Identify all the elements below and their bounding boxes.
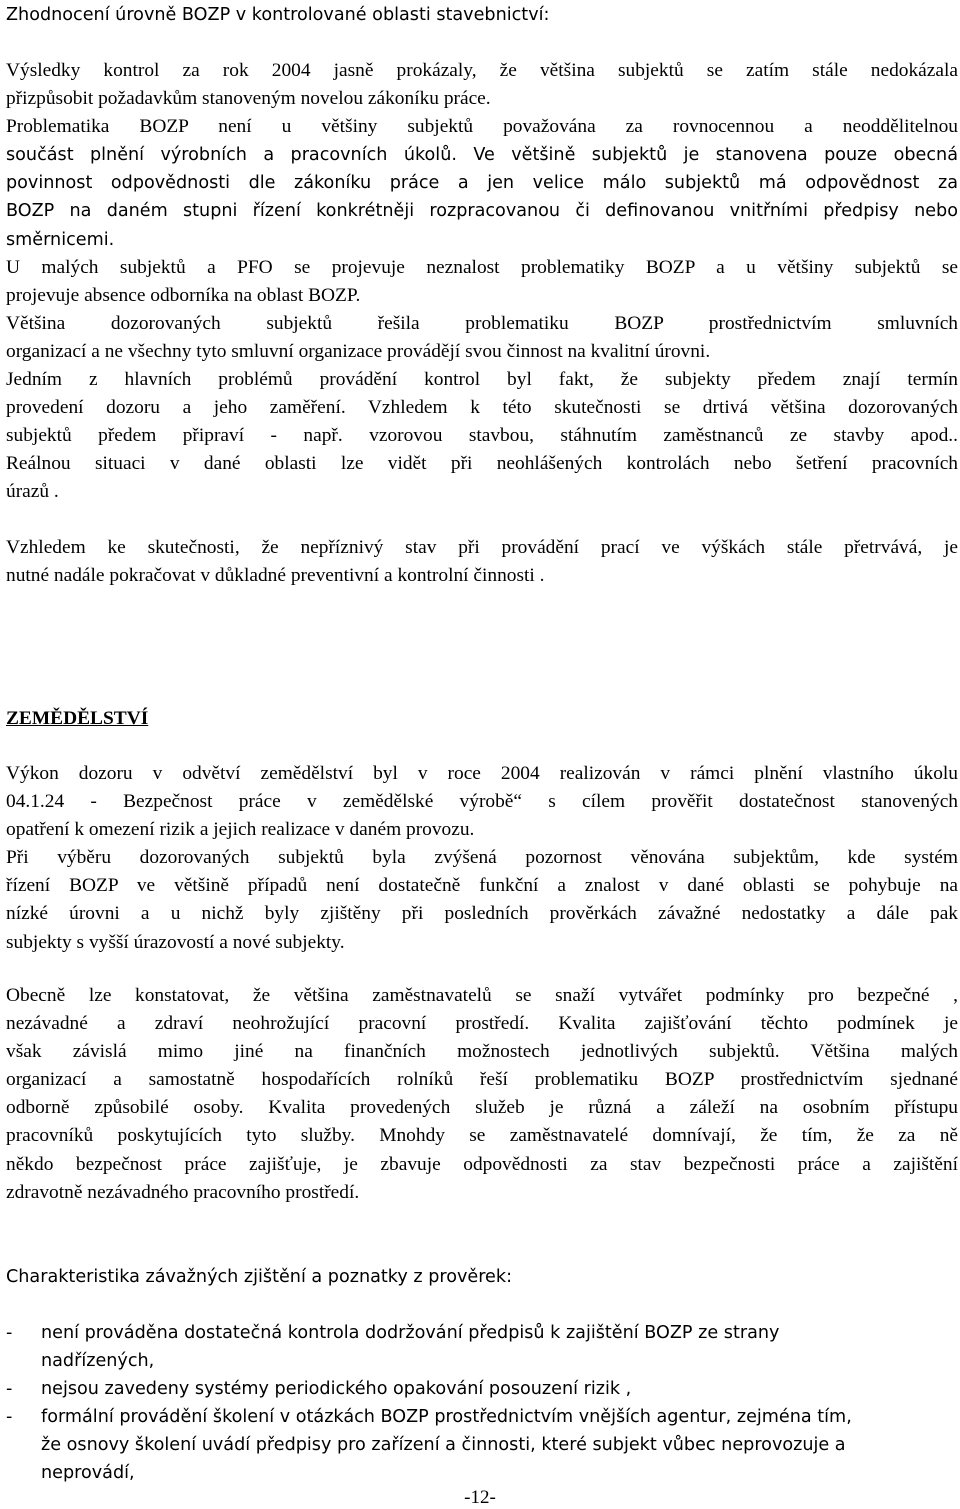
text-line: Vzhledem ke skutečnosti, že nepříznivý stav při provádění prací ve výškách stále přetrvává, je xyxy=(6,537,958,558)
text-line: U malých subjektů a PFO se projevuje neznalost problematiky BOZP a u většiny subjektů se xyxy=(6,256,958,278)
list-item-line: neprovádí, xyxy=(41,1463,135,1484)
text-line: někdo bezpečnost práce zajišťuje, je zbavuje odpovědnosti za stav bezpečnosti práce a zajištění xyxy=(6,1153,958,1175)
list-item xyxy=(6,1319,958,1375)
text-line: 04.1.24 - Bezpečnost práce v zemědělské výrobě“ s cílem prověřit dostatečnost stanovených xyxy=(6,791,958,813)
text-line: subjekty s vyšší úrazovostí a nové subjekty. xyxy=(6,931,345,953)
text-line: Problematika BOZP není u většiny subjektů považována za rovnocennou a neoddělitelnou xyxy=(6,116,958,138)
text-line: součást plnění výrobních a pracovních úkolů. Ve většině subjektů je stanovena pouze obecná xyxy=(6,145,958,166)
text-line: však závislá mimo jiné na finančních možnostech jednotlivých subjektů. Většina malých xyxy=(6,1041,958,1063)
dash-bullet: - xyxy=(6,1379,13,1400)
text-line: BOZP na daném stupni řízení konkrétněji rozpracovanou či definovanou vnitřními předpisy nebo xyxy=(6,201,958,222)
paragraph-conclusion xyxy=(6,534,958,590)
section-heading: ZEMĚDĚLSTVÍ xyxy=(6,708,149,729)
list-item-line: nejsou zavedeny systémy periodického opakování posouzení rizik , xyxy=(41,1379,632,1400)
paragraph-employers xyxy=(6,982,958,1207)
list-item xyxy=(6,1375,958,1403)
text-line: subjektů předem připraví - např. vzorovou stavbou, stáhnutím zaměstnanců ze stavby apod.. xyxy=(6,425,958,447)
list-item-line: formální provádění školení v otázkách BOZP prostřednictvím vnějších agentur, zejména tím, xyxy=(41,1407,852,1428)
text-line: organizací a ne všechny tyto smluvní organizace provádějí svou činnost na kvalitní úrovni. xyxy=(6,340,711,362)
list-item-line: není prováděna dostatečná kontrola dodržování předpisů k zajištění BOZP ze strany xyxy=(41,1323,780,1343)
text-line: Při výběru dozorovaných subjektů byla zvýšená pozornost věnována subjektům, kde systém xyxy=(6,847,958,869)
text-line: pracovníků poskytujících tyto služby. Mnohdy se zaměstnavatelé domnívají, že tím, že za ně xyxy=(6,1125,958,1147)
list-item-line: že osnovy školení uvádí předpisy pro zařízení a činnosti, které subjekt vůbec neprovozuje a xyxy=(41,1435,846,1456)
text-line: Výsledky kontrol za rok 2004 jasně prokázaly, že většina subjektů se zatím stále nedokázala xyxy=(6,60,958,81)
findings-list xyxy=(6,1319,958,1488)
text-line: povinnost odpovědnosti dle zákoníku práce a jen velice málo subjektů má odpovědnost za xyxy=(6,173,958,194)
text-line: zdravotně nezávadného pracovního prostředí. xyxy=(6,1181,360,1203)
text-line: úrazů . xyxy=(6,481,59,503)
text-line: nutné nadále pokračovat v důkladné preventivní a kontrolní činnosti . xyxy=(6,565,545,587)
text-line: opatření k omezení rizik a jejich realizace v daném provozu. xyxy=(6,819,475,841)
text-line: směrnicemi. xyxy=(6,229,115,250)
text-line: nízké úrovni a u nichž byly zjištěny při posledních prověrkách závažné nedostatky a dále pak xyxy=(6,903,958,925)
dash-bullet: - xyxy=(6,1323,13,1343)
section-title: Zhodnocení úrovně BOZP v kontrolované oblasti stavebnictví: xyxy=(6,5,550,25)
text-line: organizací a samostatně hospodařících rolníků řeší problematiku BOZP prostřednictvím sjednané xyxy=(6,1069,958,1091)
list-item-line: nadřízených, xyxy=(41,1351,155,1372)
paragraph-zemedelstvi xyxy=(6,760,958,957)
text-line: provedení dozoru a jeho zaměření. Vzhledem k této skutečnosti se drtivá většina dozorovaných xyxy=(6,397,958,419)
text-line: nezávadné a zdraví neohrožující pracovní prostředí. Kvalita zajišťování těchto podmínek je xyxy=(6,1013,958,1035)
text-line: odborně způsobilé osoby. Kvalita provedených služeb je různá a záleží na osobním přístupu xyxy=(6,1097,958,1119)
page-number: -12- xyxy=(464,1487,496,1508)
text-line: přizpůsobit požadavkům stanoveným novelou zákoníku práce. xyxy=(6,88,491,110)
dash-bullet: - xyxy=(6,1407,13,1428)
text-line: Jedním z hlavních problémů provádění kontrol byl fakt, že subjekty předem znají termín xyxy=(6,369,958,391)
paragraph-stavebnictvi xyxy=(6,57,958,507)
text-line: Většina dozorovaných subjektů řešila problematiku BOZP prostřednictvím smluvních xyxy=(6,312,958,334)
findings-title: Charakteristika závažných zjištění a poznatky z prověrek: xyxy=(6,1267,512,1287)
text-line: řízení BOZP ve většině případů není dostatečně funkční a znalost v dané oblasti se pohybuje na xyxy=(6,875,958,897)
text-line: Reálnou situaci v dané oblasti lze vidět při neohlášených kontrolách nebo šetření pracovních xyxy=(6,453,958,475)
list-item xyxy=(6,1403,958,1487)
text-line: Obecně lze konstatovat, že většina zaměstnavatelů se snaží vytvářet podmínky pro bezpečné , xyxy=(6,985,958,1006)
text-line: projevuje absence odborníka na oblast BOZP. xyxy=(6,284,361,306)
text-line: Výkon dozoru v odvětví zemědělství byl v roce 2004 realizován v rámci plnění vlastního úkolu xyxy=(6,763,958,784)
